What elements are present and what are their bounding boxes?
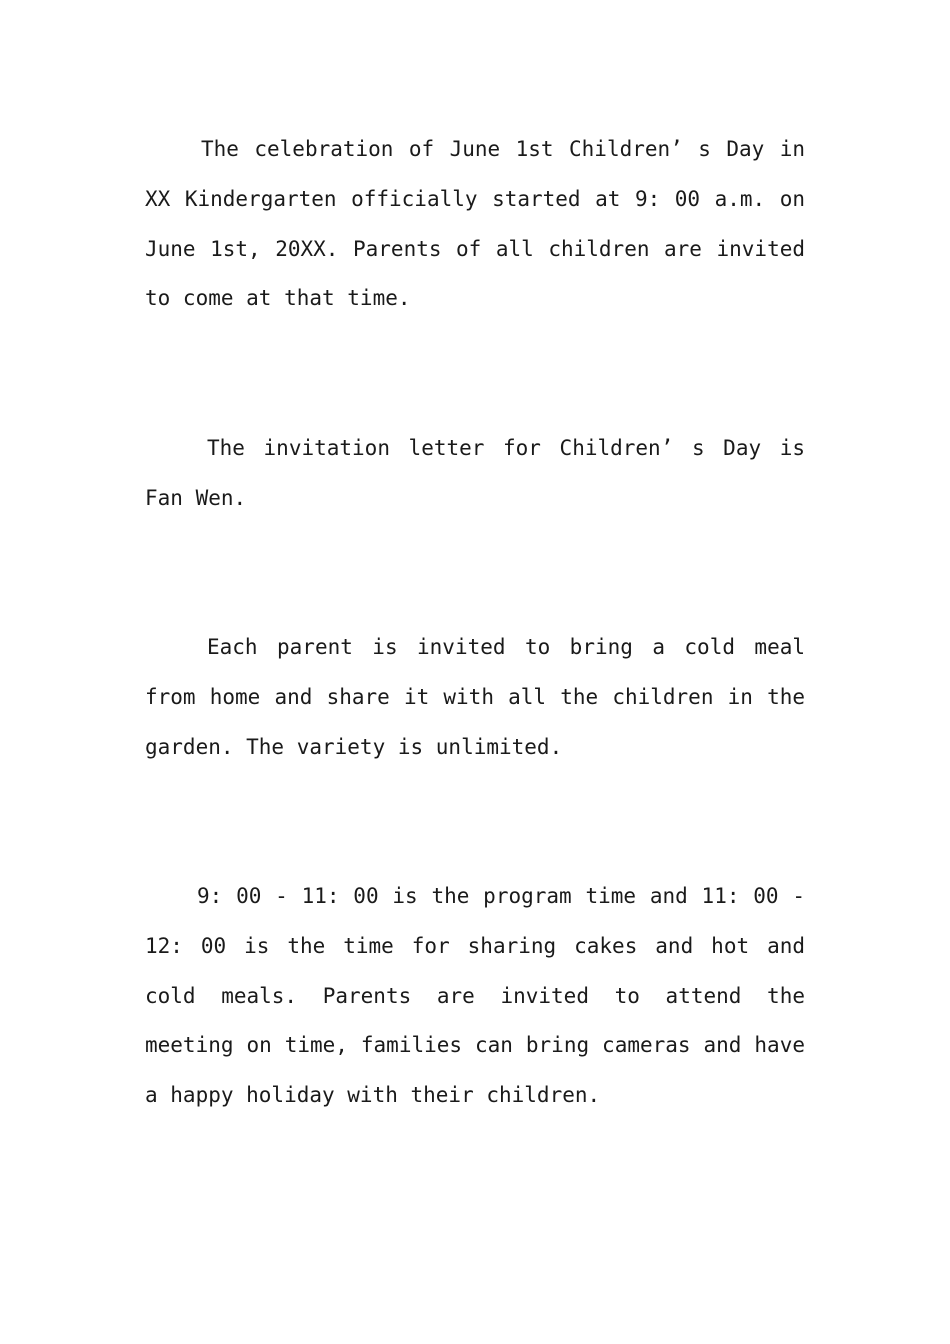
- paragraph-invitation-letter: The invitation letter for Children’ s Day is Fan Wen.: [145, 436, 805, 510]
- paragraph-celebration-start: The celebration of June 1st Children’ s Day in XX Kindergarten officially started at 9: 00 a.m. on June 1st, 20XX. Parents of all children are invited to come at that time.: [145, 137, 805, 311]
- paragraph-cold-meal: Each parent is invited to bring a cold meal from home and share it with all the children in the garden. The variety is unlimited.: [145, 635, 805, 759]
- paragraph-schedule: 9: 00 - 11: 00 is the program time and 11: 00 - 12: 00 is the time for sharing cakes and hot and cold meals. Parents are invited to attend the meeting on time, families can bring cameras and have a happy holiday with their children.: [145, 884, 805, 1108]
